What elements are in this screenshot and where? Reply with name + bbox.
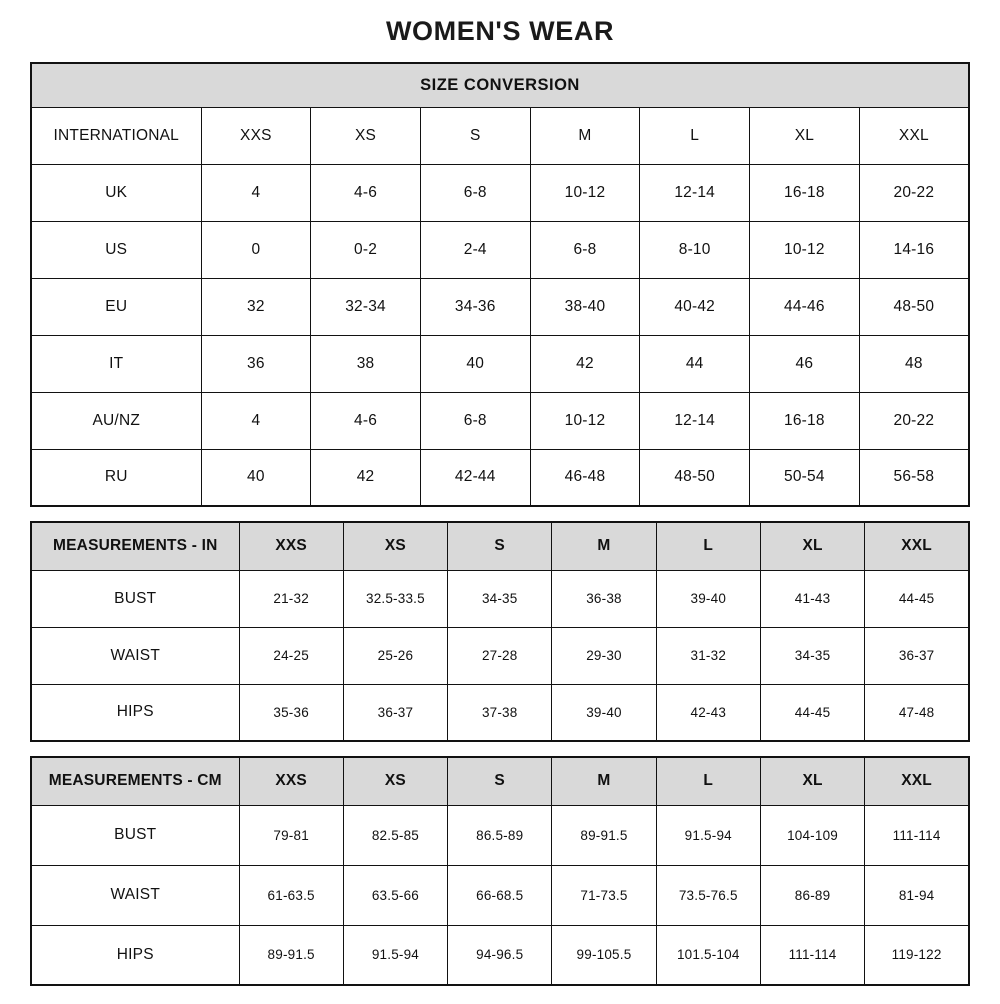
measurements-in-table	[30, 521, 970, 742]
size-cell: 20-22	[859, 164, 969, 221]
column-header: XXL	[859, 107, 969, 164]
column-header: XS	[311, 107, 421, 164]
table-row	[31, 164, 969, 221]
measurement-cell: 61-63.5	[239, 865, 343, 925]
row-label: WAIST	[31, 865, 239, 925]
size-cell: 8-10	[640, 221, 750, 278]
column-header: XXL	[865, 522, 969, 570]
size-conversion-header: SIZE CONVERSION	[31, 63, 969, 107]
measurement-cell: 34-35	[760, 627, 864, 684]
banner-row	[31, 63, 969, 107]
column-header: XXS	[201, 107, 311, 164]
row-label: BUST	[31, 570, 239, 627]
row-label: HIPS	[31, 684, 239, 741]
column-header: L	[640, 107, 750, 164]
column-header: M	[552, 757, 656, 805]
measurement-cell: 24-25	[239, 627, 343, 684]
measurement-cell: 91.5-94	[343, 925, 447, 985]
column-header: XL	[760, 757, 864, 805]
size-cell: 4-6	[311, 164, 421, 221]
column-header: L	[656, 757, 760, 805]
international-row	[31, 107, 969, 164]
measurement-cell: 86.5-89	[448, 805, 552, 865]
measurement-cell: 79-81	[239, 805, 343, 865]
table-title: MEASUREMENTS - IN	[31, 522, 239, 570]
measurement-cell: 86-89	[760, 865, 864, 925]
measurement-cell: 41-43	[760, 570, 864, 627]
measurement-cell: 89-91.5	[552, 805, 656, 865]
row-label: US	[31, 221, 201, 278]
size-cell: 6-8	[420, 164, 530, 221]
column-header: XS	[343, 522, 447, 570]
page-title: WOMEN'S WEAR	[385, 16, 615, 46]
column-header: XXS	[239, 757, 343, 805]
table-row	[31, 335, 969, 392]
measurement-cell: 101.5-104	[656, 925, 760, 985]
column-header: M	[530, 107, 640, 164]
size-cell: 56-58	[859, 449, 969, 506]
row-label: AU/NZ	[31, 392, 201, 449]
column-header: S	[448, 522, 552, 570]
table-title: MEASUREMENTS - CM	[31, 757, 239, 805]
table-row	[31, 278, 969, 335]
row-label: BUST	[31, 805, 239, 865]
size-cell: 42	[311, 449, 421, 506]
size-cell: 44-46	[750, 278, 860, 335]
table-row	[31, 570, 969, 627]
measurements-cm-table	[30, 756, 970, 986]
row-label: RU	[31, 449, 201, 506]
measurement-cell: 94-96.5	[448, 925, 552, 985]
measurements-in-header-row	[31, 522, 969, 570]
size-cell: 6-8	[420, 392, 530, 449]
size-cell: 4	[201, 164, 311, 221]
table-row	[31, 684, 969, 741]
measurement-cell: 73.5-76.5	[656, 865, 760, 925]
row-label: HIPS	[31, 925, 239, 985]
size-cell: 42	[530, 335, 640, 392]
size-cell: 4-6	[311, 392, 421, 449]
measurement-cell: 119-122	[865, 925, 969, 985]
measurement-cell: 36-37	[343, 684, 447, 741]
measurement-cell: 91.5-94	[656, 805, 760, 865]
size-cell: 46	[750, 335, 860, 392]
size-cell: 48-50	[640, 449, 750, 506]
size-cell: 44	[640, 335, 750, 392]
measurement-cell: 66-68.5	[448, 865, 552, 925]
size-cell: 16-18	[750, 392, 860, 449]
table-row	[31, 627, 969, 684]
measurement-cell: 39-40	[656, 570, 760, 627]
column-header: M	[552, 522, 656, 570]
measurements-cm-header-row	[31, 757, 969, 805]
measurement-cell: 42-43	[656, 684, 760, 741]
size-cell: 10-12	[750, 221, 860, 278]
size-cell: 4	[201, 392, 311, 449]
table-row	[31, 221, 969, 278]
measurement-cell: 34-35	[448, 570, 552, 627]
column-header: XL	[750, 107, 860, 164]
size-cell: 32	[201, 278, 311, 335]
row-label: UK	[31, 164, 201, 221]
size-cell: 38-40	[530, 278, 640, 335]
size-cell: 12-14	[640, 392, 750, 449]
measurement-cell: 63.5-66	[343, 865, 447, 925]
size-cell: 32-34	[311, 278, 421, 335]
measurement-cell: 99-105.5	[552, 925, 656, 985]
measurement-cell: 37-38	[448, 684, 552, 741]
size-cell: 14-16	[859, 221, 969, 278]
size-cell: 50-54	[750, 449, 860, 506]
size-conversion-table	[30, 62, 970, 507]
row-label: INTERNATIONAL	[31, 107, 201, 164]
table-row	[31, 865, 969, 925]
size-cell: 10-12	[530, 164, 640, 221]
size-cell: 34-36	[420, 278, 530, 335]
measurement-cell: 25-26	[343, 627, 447, 684]
measurement-cell: 29-30	[552, 627, 656, 684]
size-cell: 36	[201, 335, 311, 392]
size-cell: 46-48	[530, 449, 640, 506]
table-row	[31, 805, 969, 865]
size-cell: 48-50	[859, 278, 969, 335]
column-header: XXL	[865, 757, 969, 805]
measurement-cell: 35-36	[239, 684, 343, 741]
size-cell: 40	[420, 335, 530, 392]
size-cell: 40-42	[640, 278, 750, 335]
measurement-cell: 81-94	[865, 865, 969, 925]
measurement-cell: 104-109	[760, 805, 864, 865]
measurement-cell: 44-45	[760, 684, 864, 741]
table-row	[31, 925, 969, 985]
measurement-cell: 111-114	[865, 805, 969, 865]
table-row	[31, 449, 969, 506]
measurement-cell: 21-32	[239, 570, 343, 627]
measurement-cell: 32.5-33.5	[343, 570, 447, 627]
size-cell: 20-22	[859, 392, 969, 449]
measurement-cell: 36-37	[865, 627, 969, 684]
size-cell: 16-18	[750, 164, 860, 221]
measurement-cell: 36-38	[552, 570, 656, 627]
size-cell: 10-12	[530, 392, 640, 449]
row-label: EU	[31, 278, 201, 335]
measurement-cell: 44-45	[865, 570, 969, 627]
size-cell: 38	[311, 335, 421, 392]
size-cell: 40	[201, 449, 311, 506]
measurement-cell: 39-40	[552, 684, 656, 741]
column-header: XXS	[239, 522, 343, 570]
row-label: IT	[31, 335, 201, 392]
measurement-cell: 71-73.5	[552, 865, 656, 925]
size-cell: 6-8	[530, 221, 640, 278]
column-header: XS	[343, 757, 447, 805]
column-header: L	[656, 522, 760, 570]
size-cell: 48	[859, 335, 969, 392]
column-header: S	[448, 757, 552, 805]
measurement-cell: 111-114	[760, 925, 864, 985]
measurement-cell: 27-28	[448, 627, 552, 684]
measurement-cell: 47-48	[865, 684, 969, 741]
measurement-cell: 82.5-85	[343, 805, 447, 865]
size-cell: 42-44	[420, 449, 530, 506]
table-row	[31, 392, 969, 449]
size-cell: 2-4	[420, 221, 530, 278]
measurement-cell: 31-32	[656, 627, 760, 684]
measurement-cell: 89-91.5	[239, 925, 343, 985]
column-header: XL	[760, 522, 864, 570]
size-cell: 12-14	[640, 164, 750, 221]
size-cell: 0	[201, 221, 311, 278]
size-cell: 0-2	[311, 221, 421, 278]
column-header: S	[420, 107, 530, 164]
row-label: WAIST	[31, 627, 239, 684]
